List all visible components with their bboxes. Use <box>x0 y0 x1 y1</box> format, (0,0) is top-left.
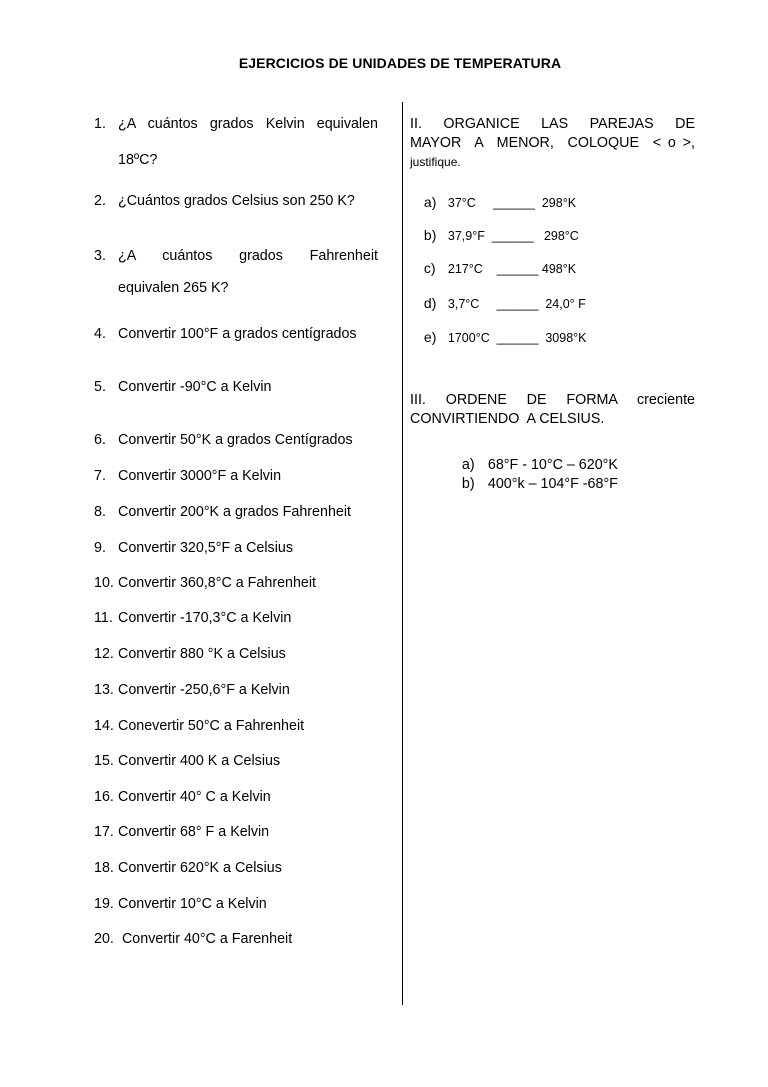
question-item <box>94 606 378 631</box>
pair-text: 217°C ______ 498°K <box>447 262 577 276</box>
order-label: b) <box>461 476 475 492</box>
pair-item <box>410 315 587 359</box>
question-text: ¿A cuántos grados Kelvin equivalen <box>118 116 378 132</box>
question-item <box>94 571 378 596</box>
pair-text: 1700°C ______ 3098°K <box>447 331 587 345</box>
question-number: 15. <box>94 753 114 769</box>
question-item <box>94 500 378 525</box>
question-text: Convertir 360,8°C a Fahrenheit <box>118 575 317 591</box>
question-item <box>94 892 378 917</box>
order-item <box>446 460 618 508</box>
question-number: 17. <box>94 824 114 840</box>
section-3-line: III. ORDENE DE FORMA creciente <box>410 392 695 408</box>
question-item <box>94 428 378 453</box>
question-item <box>94 642 378 667</box>
question-text: Convertir -250,6°F a Kelvin <box>118 682 290 698</box>
question-text: Convertir 320,5°F a Celsius <box>118 540 293 556</box>
pair-label: a) <box>423 194 437 210</box>
question-item <box>94 112 378 173</box>
question-text: Convertir -170,3°C a Kelvin <box>118 610 292 626</box>
question-item <box>94 189 378 214</box>
question-text: Convertir 100°F a grados centígrados <box>118 326 357 342</box>
question-item <box>94 927 378 952</box>
pair-label: e) <box>423 329 437 345</box>
question-number: 10. <box>94 575 114 591</box>
pair-label: b) <box>423 227 437 243</box>
order-label: a) <box>461 457 475 473</box>
question-number: 11. <box>94 610 113 626</box>
order-text: 68°F - 10°C – 620°K <box>487 457 618 473</box>
question-item <box>94 322 378 347</box>
question-number: 5. <box>94 379 106 395</box>
question-text: Convertir 40°C a Farenheit <box>118 931 293 947</box>
question-text: Convertir 68° F a Kelvin <box>118 824 270 840</box>
question-text: ¿Cuántos grados Celsius son 250 K? <box>118 193 355 209</box>
question-text: Conevertir 50°C a Fahrenheit <box>118 718 305 734</box>
question-item <box>94 856 378 881</box>
pair-label: c) <box>423 260 436 276</box>
question-text: Convertir 620°K a Celsius <box>118 860 282 876</box>
question-number: 6. <box>94 432 106 448</box>
question-item <box>94 678 378 703</box>
pair-label: d) <box>423 295 437 311</box>
question-item <box>94 536 378 561</box>
question-number: 12. <box>94 646 114 662</box>
question-text: Convertir 200°K a grados Fahrenheit <box>118 504 352 520</box>
question-item <box>94 749 378 774</box>
question-text: Convertir 10°C a Kelvin <box>118 896 267 912</box>
page-title: EJERCICIOS DE UNIDADES DE TEMPERATURA <box>238 55 562 71</box>
question-item <box>94 464 378 489</box>
question-item <box>94 244 378 301</box>
question-text: Convertir 880 °K a Celsius <box>118 646 286 662</box>
question-number: 2. <box>94 193 106 209</box>
pair-text: 3,7°C ______ 24,0° F <box>447 297 586 311</box>
question-text: Convertir 3000°F a Kelvin <box>118 468 282 484</box>
question-item <box>94 785 378 810</box>
question-number: 14. <box>94 718 114 734</box>
question-number: 7. <box>94 468 106 484</box>
pair-text: 37°C ______ 298°K <box>447 196 577 210</box>
question-number: 13. <box>94 682 114 698</box>
question-number: 19. <box>94 896 114 912</box>
question-text: Convertir -90°C a Kelvin <box>118 379 272 395</box>
question-number: 9. <box>94 540 106 556</box>
question-text: Convertir 40° C a Kelvin <box>118 789 271 805</box>
question-text: Convertir 50°K a grados Centígrados <box>118 432 353 448</box>
section-2-heading <box>410 115 695 172</box>
question-number: 16. <box>94 789 114 805</box>
order-text: 400°k – 104°F -68°F <box>487 476 618 492</box>
section-3-line: CONVIRTIENDO A CELSIUS. <box>410 411 605 427</box>
question-text: equivalen 265 K? <box>118 280 229 296</box>
section-3-heading <box>410 391 695 429</box>
question-text: Convertir 400 K a Celsius <box>118 753 281 769</box>
question-text: 18ºC? <box>118 152 158 168</box>
question-number: 18. <box>94 860 114 876</box>
section-2-line: II. ORGANICE LAS PAREJAS DE <box>410 116 695 132</box>
section-2-line: justifique. <box>410 155 461 169</box>
pair-text: 37,9°F ______ 298°C <box>447 229 579 243</box>
question-number: 20. <box>94 931 114 947</box>
question-item <box>94 714 378 739</box>
question-number: 3. <box>94 248 106 264</box>
section-2-line: MAYOR A MENOR, COLOQUE < o >, <box>410 135 695 151</box>
question-number: 8. <box>94 504 106 520</box>
question-item <box>94 820 378 845</box>
question-text: ¿A cuántos grados Fahrenheit <box>118 248 378 264</box>
question-number: 4. <box>94 326 106 342</box>
column-divider <box>402 102 403 1005</box>
question-item <box>94 375 378 400</box>
question-number: 1. <box>94 116 106 132</box>
